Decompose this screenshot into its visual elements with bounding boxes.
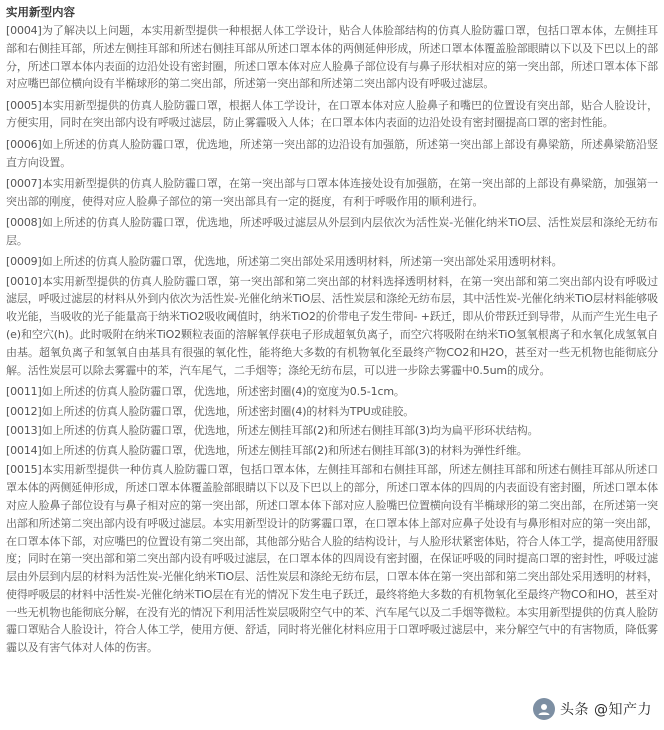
paragraph-0008: [0008]如上所述的仿真人脸防霾口罩，优选地，所述呼吸过滤层从外层到内层依次为活性炭-光催化纳米TiO层、活性炭层和涤纶无纺布层。 bbox=[6, 215, 658, 247]
paragraph-0014: [0014]如上所述的仿真人脸防霾口罩，优选地，所述左侧挂耳部(2)和所述右侧挂耳部(3)的材料为弹性纤维。 bbox=[6, 443, 528, 457]
paragraph-0011: [0011]如上所述的仿真人脸防霾口罩，优选地，所述密封圈(4)的宽度为0.5-1cm。 bbox=[6, 384, 405, 398]
paragraph-0012: [0012]如上所述的仿真人脸防霾口罩，优选地，所述密封圈(4)的材料为TPU或硅胶。 bbox=[6, 404, 415, 418]
paragraph-0006: [0006]如上所述的仿真人脸防霾口罩，优选地，所述第一突出部的边沿设有加强筋，所述第一突出部上部设有鼻梁筋，所述鼻梁筋沿竖直方向设置。 bbox=[6, 137, 658, 169]
watermark-text: 头条 @知产力 bbox=[560, 702, 652, 718]
avatar-icon bbox=[533, 698, 555, 720]
watermark bbox=[527, 696, 658, 722]
paragraph-0004: [0004]为了解决以上问题，本实用新型提供一种根据人体工学设计，贴合人体脸部结构的仿真人脸防霾口罩，包括口罩本体，左侧挂耳部和右侧挂耳部，所述左侧挂耳部和所述右侧挂耳部从所述口罩本体的两侧延伸形成，所述口罩本体覆盖脸部眼睛以下以及下巴以上的部分，所述口罩本体内表面的边沿处设有密封圈，所述口罩本体对应人脸鼻子部位设有与鼻子形状相对应的第一突出部，所述口罩本体下部对应嘴巴部位横向设有半椭球形的第二突出部，所述第一突出部和所述第二突出部内设有呼吸过滤层。 bbox=[6, 24, 658, 91]
paragraph-0015: [0015]本实用新型提供一种仿真人脸防霾口罩，包括口罩本体，左侧挂耳部和右侧挂耳部，所述左侧挂耳部和所述右侧挂耳部从所述口罩本体的两侧延伸形成，所述口罩本体覆盖脸部眼睛以下以及下巴以上的部分，所述口罩本体的四周的内表面设有密封圈，所述口罩本体对应人脸鼻子部位设有与鼻子相对应的第一突出部，所述口罩本体下部对应人脸嘴巴位置横向设有半椭球形的第二突出部，在所述第一突出部和所述第二突出部内设有呼吸过滤层。本实用新型设计的防雾霾口罩，在口罩本体上部对应鼻子处设有与鼻形相对应的第一突出部，在口罩本体下部，对应嘴巴的位置设有第二突出部，其他部分贴合人脸的结构设计，与人脸形状紧密体贴，符合人体工学，提高使用舒服度；同时在第一突出部和第二突出部内设有呼吸过滤层，在口罩本体的四周设有密封圈，在保证呼吸的同时提高口罩的密封性，呼吸过滤层由外层到内层的材料为活性炭-光催化纳米TiO层、活性炭层和涤纶无纺布层，口罩本体在第一突出部和第二突出部处采用透明的材料，使得呼吸层的材料中活性炭-光催化纳米TiO层在有光的情况下发生电子跃迁，最终将绝大多数的有机物氧化至最终产物CO和HO，甚至对一些无机物也能彻底分解，在没有光的情况下利用活性炭层吸附空气中的苯、汽车尾气以及二手烟等微粒。本实用新型提供的仿真人脸防霾口罩贴合人脸设计，符合人体工学，使用方便、舒适，同时将光催化材料应用于口罩呼吸过滤层中，来分解空气中的有害物质，降低雾霾以及有害气体对人体的伤害。 bbox=[6, 463, 658, 655]
paragraph-0007: [0007]本实用新型提供的仿真人脸防霾口罩，在第一突出部与口罩本体连接处设有加强筋，在第一突出部的上部设有鼻梁筋，加强第一突出部的刚度，使得对应人脸鼻子部位的第一突出部具有一定的挺度，有利于呼吸作用的顺利进行。 bbox=[6, 176, 658, 208]
paragraph-0010: [0010]本实用新型提供的仿真人脸防霾口罩，第一突出部和第二突出部的材料选择透明材料，在第一突出部和第二突出部内设有呼吸过滤层，呼吸过滤层的材料从外到内依次为活性炭-光催化纳米TiO层、活性炭层和涤纶无纺布层，其中活性炭-光催化纳米TiO层材料能够吸收光能，当吸收的光子能量高于纳米TiO2吸收阈值时，纳米TiO2的价带电子发生带间- +跃迁，即从价带跃迁到导带，从而产生光生电子(e)和空穴(h)。此时吸附在纳米TiO2颗粒表面的溶解氧俘获电子形成超氧负离子，而空穴将吸附在纳米TiO氢氧根离子和水氧化成氢氧自由基。超氧负离子和氢氧自由基具有很强的氧化性，能将绝大多数的有机物氧化至最终产物CO2和H2O，甚至对一些无机物也能彻底分解。活性炭层可以除去雾霾中的苯，汽车尾气，二手烟等；涤纶无纺布层，可以进一步除去雾霾中0.5um的成分。 bbox=[6, 274, 658, 377]
paragraph-0013: [0013]如上所述的仿真人脸防霾口罩，优选地，所述左侧挂耳部(2)和所述右侧挂耳部(3)均为扁平形环状结构。 bbox=[6, 424, 539, 438]
paragraph-0005: [0005]本实用新型提供的仿真人脸防霾口罩，根据人体工学设计，在口罩本体对应人脸鼻子和嘴巴的位置设有突出部，贴合人脸设计，方便实用，同时在突出部内设有呼吸过滤层，防止雾霾吸入人体；在口罩本体内表面的边沿处设有密封圈提高口罩的密封性能。 bbox=[6, 98, 658, 130]
paragraph-0009: [0009]如上所述的仿真人脸防霾口罩，优选地，所述第二突出部处采用透明材料，所述第一突出部处采用透明材料。 bbox=[6, 255, 563, 269]
section-heading: 实用新型内容 bbox=[6, 5, 75, 19]
